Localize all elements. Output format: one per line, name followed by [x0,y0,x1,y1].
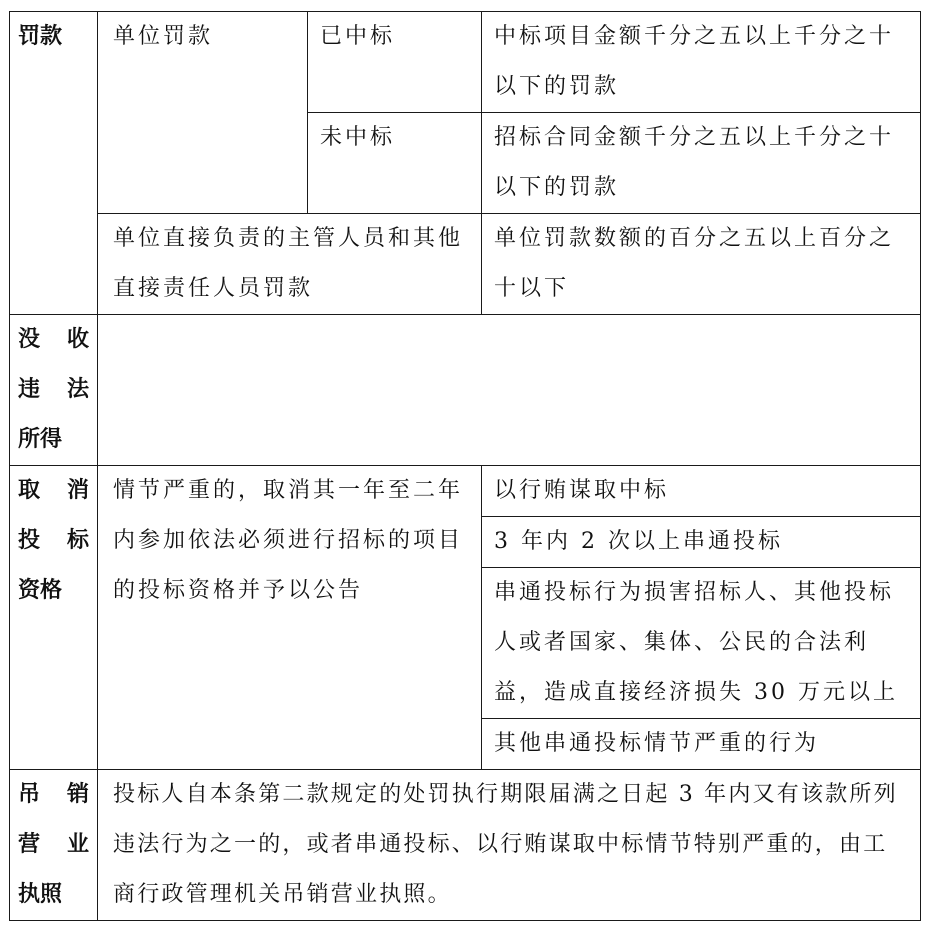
won-bid-cell: 已中标 [308,12,482,113]
cancel-penalty-cell: 情节严重的，取消其一年至二年内参加依法必须进行招标的项目的投标资格并予以公告 [98,466,482,770]
cancel-case-3: 串通投标行为损害招标人、其他投标人或者国家、集体、公民的合法利益，造成直接经济损失 30 万元以上 [482,568,921,719]
won-bid-rule-cell: 中标项目金额千分之五以上千分之十以下的罚款 [482,12,921,113]
revoke-text-cell: 投标人自本条第二款规定的处罚执行期限届满之日起 3 年内又有该款所列违法行为之一的，或者串通投标、以行贿谋取中标情节特别严重的，由工商行政管理机关吊销营业执照。 [98,770,921,921]
fine-label: 罚款 [10,12,98,315]
cancel-row-1 [10,466,921,517]
fine-row-person [10,214,921,315]
confiscate-label: 没 收 违 法 所得 [10,315,98,466]
cancel-case-2: 3 年内 2 次以上串通投标 [482,517,921,568]
not-won-rule-cell: 招标合同金额千分之五以上千分之十以下的罚款 [482,113,921,214]
cancel-case-4: 其他串通投标情节严重的行为 [482,719,921,770]
confiscate-row [10,315,921,466]
confiscate-content-cell [98,315,921,466]
person-fine-cell: 单位直接负责的主管人员和其他直接责任人员罚款 [98,214,482,315]
cancel-label: 取 消 投 标 资格 [10,466,98,770]
person-fine-rule-cell: 单位罚款数额的百分之五以上百分之十以下 [482,214,921,315]
fine-row-won [10,12,921,113]
not-won-cell: 未中标 [308,113,482,214]
revoke-row [10,770,921,921]
revoke-label: 吊 销 营 业 执照 [10,770,98,921]
cancel-case-1: 以行贿谋取中标 [482,466,921,517]
unit-fine-cell: 单位罚款 [98,12,308,214]
penalty-table [9,11,921,921]
